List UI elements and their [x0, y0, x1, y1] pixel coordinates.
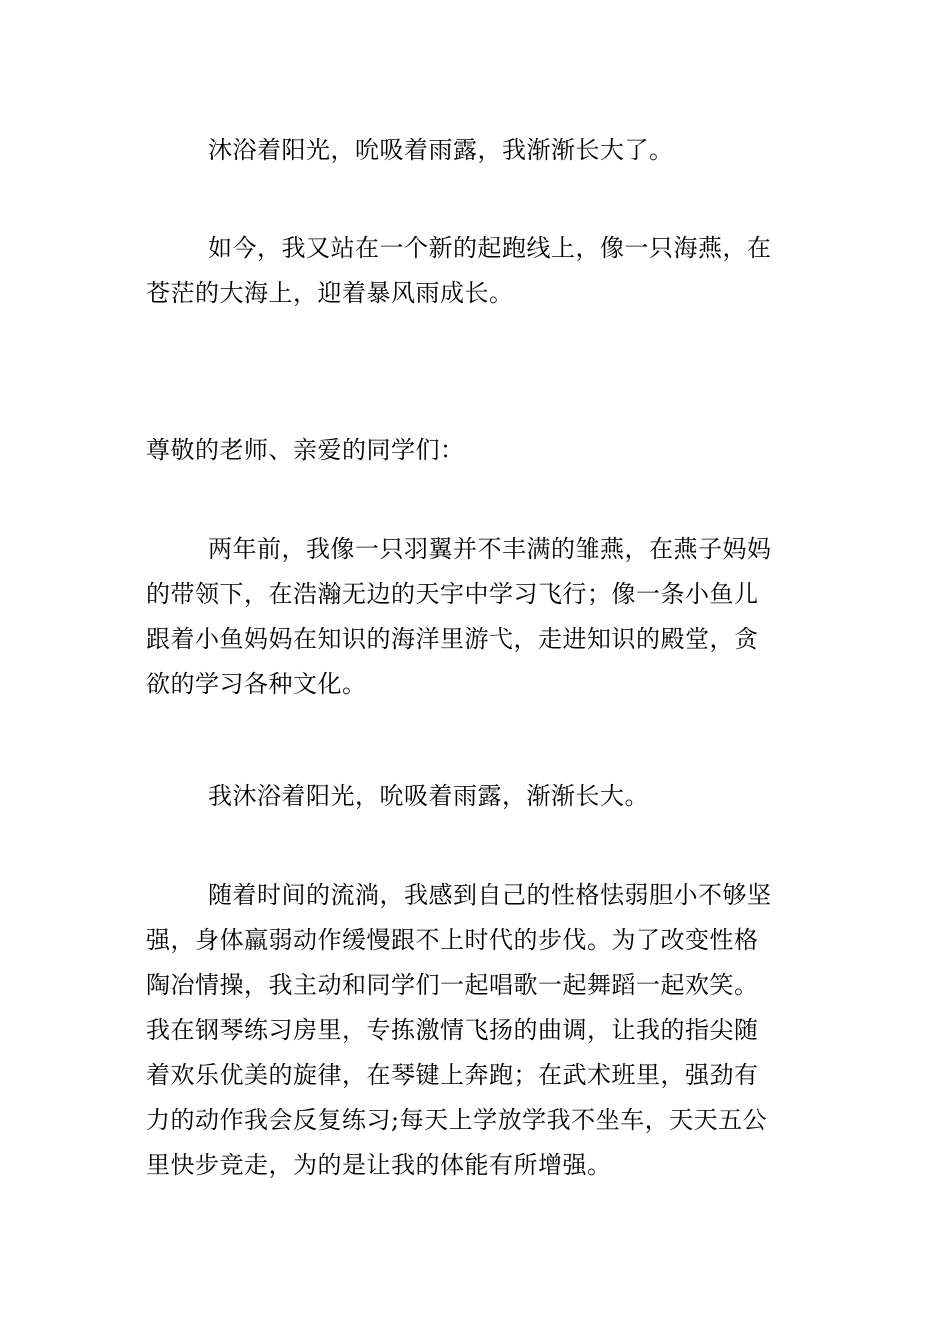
paragraph-line: 跟着小鱼妈妈在知识的海洋里游弋，走进知识的殿堂，贪 [146, 625, 759, 653]
paragraph-line: 两年前，我像一只羽翼并不丰满的雏燕，在燕子妈妈 [208, 535, 772, 563]
paragraph-line: 欲的学习各种文化。 [146, 670, 367, 698]
paragraph-line: 随着时间的流淌，我感到自己的性格怯弱胆小不够坚 [208, 881, 772, 909]
paragraph-1 [146, 128, 808, 173]
paragraph-line: 力的动作我会反复练习;每天上学放学我不坐车，天天五公 [146, 1106, 768, 1134]
paragraph-3 [146, 527, 808, 707]
paragraph-line: 我在钢琴练习房里，专拣激情飞扬的曲调，让我的指尖随 [146, 1016, 759, 1044]
paragraph-line: 沐浴着阳光，吮吸着雨露，我渐渐长大了。 [208, 136, 674, 164]
paragraph-line: 里快步竞走，为的是让我的体能有所增强。 [146, 1151, 612, 1179]
paragraph-line: 我沐浴着阳光，吮吸着雨露，渐渐长大。 [208, 782, 649, 810]
paragraph-line: 的带领下，在浩瀚无边的天宇中学习飞行；像一条小鱼儿 [146, 580, 759, 608]
paragraph-line: 尊敬的老师、亲爱的同学们： [146, 436, 465, 464]
paragraph-line: 苍茫的大海上，迎着暴风雨成长。 [146, 279, 514, 307]
salutation [146, 428, 808, 473]
paragraph-line: 强，身体羸弱动作缓慢跟不上时代的步伐。为了改变性格 [146, 926, 759, 954]
paragraph-4 [146, 774, 808, 819]
paragraph-line: 着欢乐优美的旋律，在琴键上奔跑；在武术班里，强劲有 [146, 1061, 759, 1089]
paragraph-line: 陶冶情操，我主动和同学们一起唱歌一起舞蹈一起欢笑。 [146, 971, 759, 999]
paragraph-line: 如今，我又站在一个新的起跑线上，像一只海燕，在 [208, 234, 772, 262]
paragraph-5 [146, 873, 808, 1188]
paragraph-2 [146, 226, 808, 316]
